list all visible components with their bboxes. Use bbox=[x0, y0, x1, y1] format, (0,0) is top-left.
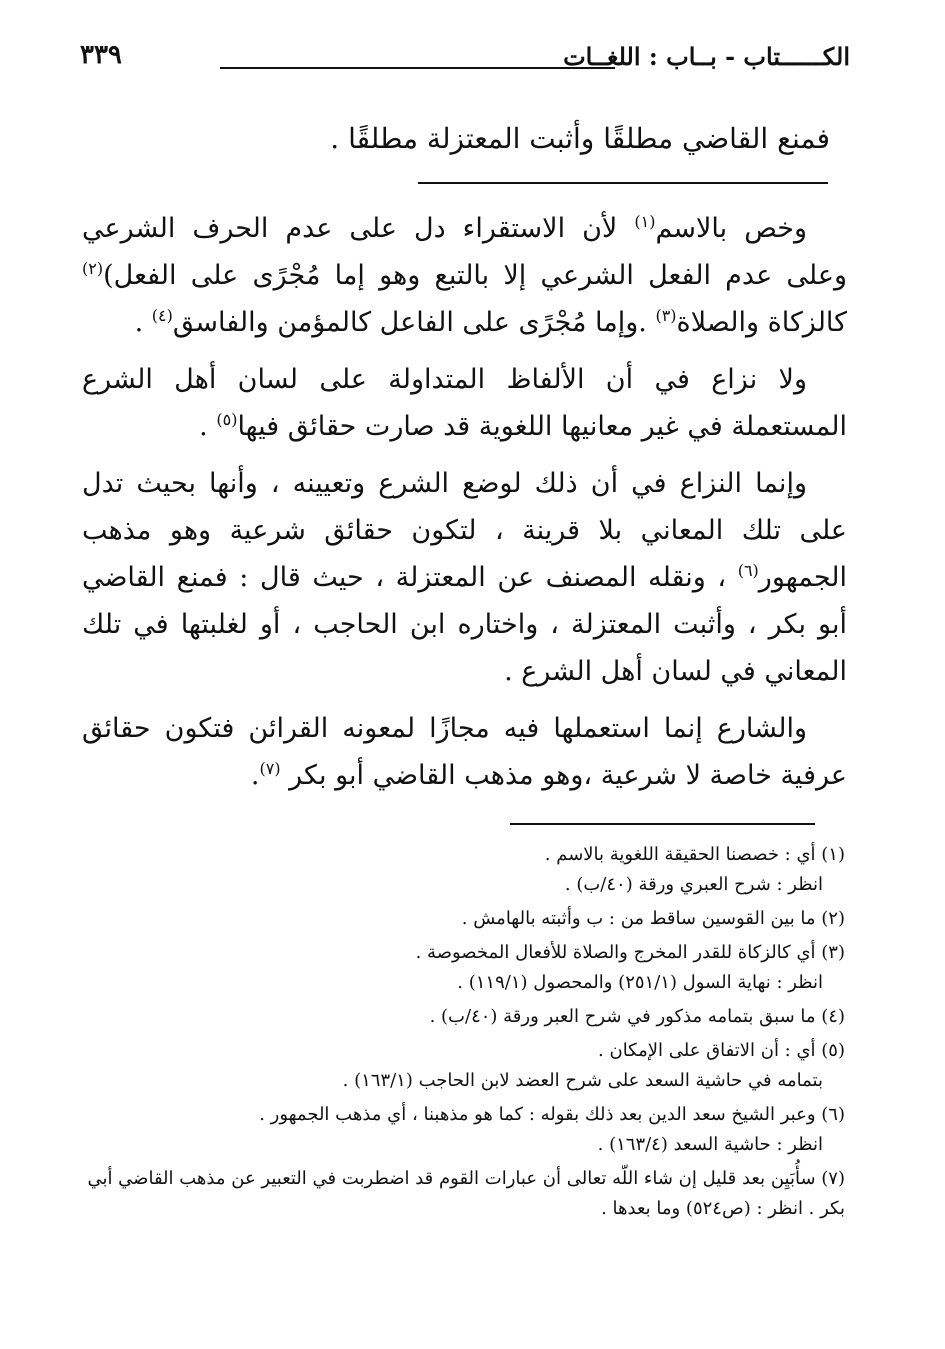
paragraph bbox=[82, 356, 847, 450]
footnote-line: (٦) وعبر الشيخ سعد الدين بعد ذلك بقوله : كما هو مذهبنا ، أي مذهب الجمهور . bbox=[259, 1104, 845, 1125]
footnote-line: بكر . انظر : (ص٥٢٤) وما بعدها . bbox=[601, 1198, 845, 1219]
paragraph-text: ، ونقله المصنف عن المعتزلة ، حيث قال : فمنع القاضي أبو بكر ، وأثبت المعتزلة ، واختاره ابن الحاجب ، أو لغلبتها في تلك المعاني في لسان أهل الشرع . bbox=[82, 562, 847, 687]
footnote-line: (٣) أي كالزكاة للقدر المخرج والصلاة للأفعال المخصوصة . bbox=[415, 942, 845, 963]
paragraph-text: كالزكاة والصلاة bbox=[676, 307, 847, 338]
footnote-marker: (٣) bbox=[655, 306, 677, 325]
footnote-line: انظر : نهاية السول (٢٥١/١) والمحصول (١١٩/١) . bbox=[457, 972, 823, 993]
header-rule bbox=[220, 67, 615, 69]
footnote bbox=[80, 1100, 845, 1160]
footnote-line: انظر : شرح العبري ورقة (٤٠/ب) . bbox=[564, 874, 823, 895]
footnote-marker: (٦) bbox=[737, 561, 759, 580]
footnote-line: (٢) ما بين القوسين ساقط من : ب وأثبته بالهامش . bbox=[461, 908, 845, 929]
paragraph-text: . bbox=[199, 411, 217, 442]
footnote-line: (٧) سأُبَيِن بعد قليل إن شاء اللّه تعالى أن عبارات القوم قد اضطربت في التعبير عن مذهب القاضي أبي bbox=[87, 1168, 845, 1189]
footnote-line: (٤) ما سبق بتمامه مذكور في شرح العبر ورقة (٤٠/ب) . bbox=[429, 1006, 845, 1027]
paragraph-text: لأن الاستقراء دل على عدم الحرف الشرعي وعلى عدم الفعل الشرعي إلا بالتبع وهو إما مُجْرًى على الفعل) bbox=[82, 213, 847, 291]
paragraph-text: . bbox=[134, 307, 152, 338]
footnote-line: بتمامه في حاشية السعد على شرح العضد لابن الحاجب (١٦٣/١) . bbox=[342, 1070, 823, 1091]
footnote-marker: (٢) bbox=[82, 259, 104, 278]
paragraph-text: .وإما مُجْرًى على الفاعل كالمؤمن والفاسق bbox=[172, 307, 656, 338]
footnote-marker: (٥) bbox=[216, 410, 238, 429]
paragraph bbox=[82, 460, 847, 695]
footnote bbox=[80, 1164, 845, 1224]
footnote bbox=[80, 904, 845, 934]
paragraph-text: والشارع إنما استعملها فيه مجازًا لمعونه القرائن فتكون حقائق عرفية خاصة لا شرعية ،وهو مذهب القاضي أبو بكر bbox=[82, 713, 847, 791]
footnote-marker: (٧) bbox=[259, 759, 281, 778]
running-head bbox=[80, 40, 850, 84]
paragraph-text: . bbox=[250, 760, 260, 791]
footnote bbox=[80, 938, 845, 998]
footnote-marker: (٤) bbox=[151, 306, 173, 325]
running-title: الكــــــتاب - بــاب : اللغــات bbox=[563, 42, 850, 71]
paragraph bbox=[82, 205, 847, 346]
paragraph bbox=[82, 705, 847, 799]
paragraph-text: وخص بالاسم bbox=[655, 213, 807, 244]
footnote bbox=[80, 1002, 845, 1032]
main-text bbox=[82, 205, 847, 809]
footnote-marker: (١) bbox=[634, 212, 656, 231]
footnote-line: (٥) أي : أن الاتفاق على الإمكان . bbox=[598, 1040, 845, 1061]
paragraph-text: ولا نزاع في أن الألفاظ المتداولة على لسان أهل الشرع المستعملة في غير معانيها اللغوية قد صارت حقائق فيها bbox=[82, 364, 847, 442]
paragraph-text: وإنما النزاع في أن ذلك لوضع الشرع وتعيينه ، وأنها بحيث تدل على تلك المعاني بلا قرينة ، لتكون حقائق شرعية وهو مذهب الجمهور bbox=[82, 468, 847, 593]
footnote bbox=[80, 840, 845, 900]
footnote bbox=[80, 1036, 845, 1096]
page-number: ٣٣٩ bbox=[80, 40, 122, 70]
footnote-line: انظر : حاشية السعد (١٦٣/٤) . bbox=[597, 1134, 823, 1155]
intro-line: فمنع القاضي مطلقًا وأثبت المعتزلة مطلقًا . bbox=[330, 122, 830, 155]
intro-rule bbox=[418, 182, 828, 184]
footnote-separator bbox=[510, 823, 815, 825]
footnotes bbox=[80, 840, 845, 1228]
footnote-line: (١) أي : خصصنا الحقيقة اللغوية بالاسم . bbox=[544, 844, 845, 865]
